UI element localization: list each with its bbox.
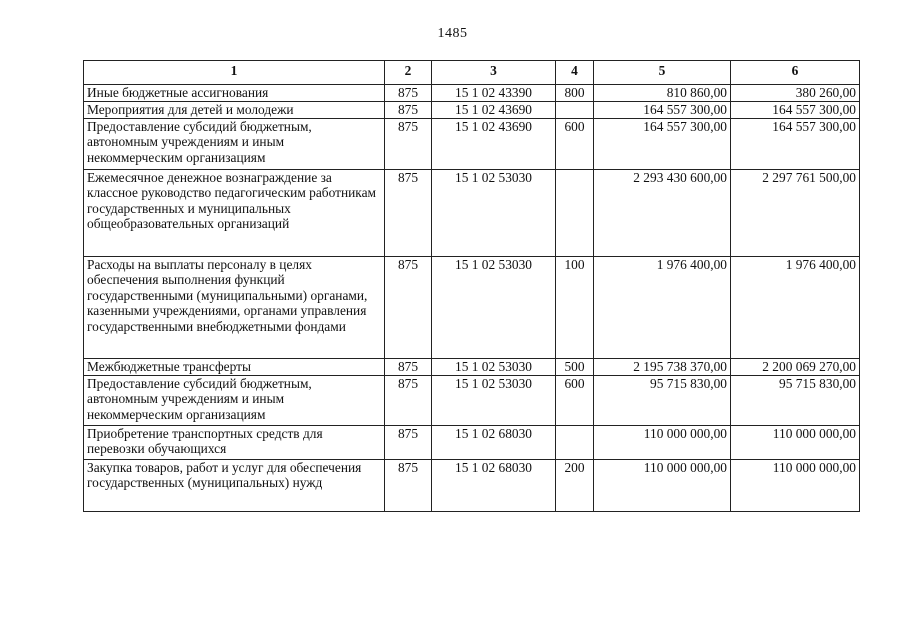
budget-table xyxy=(83,60,860,512)
target-article-code: 15 1 02 68030 xyxy=(432,460,556,512)
row-name: Приобретение транспортных средств для перевозки обучающихся xyxy=(84,426,385,460)
amount-col6: 110 000 000,00 xyxy=(731,460,860,512)
row-name: Закупка товаров, работ и услуг для обеспечения государственных (муниципальных) нужд xyxy=(84,460,385,512)
table-header-row xyxy=(84,61,860,85)
row-name: Предоставление субсидий бюджетным, автономным учреждениям и иным некоммерческим организациям xyxy=(84,376,385,426)
row-name: Мероприятия для детей и молодежи xyxy=(84,102,385,119)
amount-col6: 2 297 761 500,00 xyxy=(731,170,860,257)
department-code: 875 xyxy=(385,85,432,102)
row-name: Иные бюджетные ассигнования xyxy=(84,85,385,102)
expense-type-code xyxy=(556,426,594,460)
target-article-code: 15 1 02 68030 xyxy=(432,426,556,460)
expense-type-code: 800 xyxy=(556,85,594,102)
department-code: 875 xyxy=(385,460,432,512)
column-header: 4 xyxy=(556,61,594,85)
row-name: Ежемесячное денежное вознаграждение за классное руководство педагогическим работникам государственных и муниципальных общеобразовательных организаций xyxy=(84,170,385,257)
amount-col6: 164 557 300,00 xyxy=(731,102,860,119)
column-header: 2 xyxy=(385,61,432,85)
department-code: 875 xyxy=(385,119,432,170)
amount-col6: 380 260,00 xyxy=(731,85,860,102)
expense-type-code: 600 xyxy=(556,376,594,426)
amount-col6: 164 557 300,00 xyxy=(731,119,860,170)
amount-col5: 110 000 000,00 xyxy=(594,426,731,460)
department-code: 875 xyxy=(385,376,432,426)
column-header: 1 xyxy=(84,61,385,85)
amount-col5: 164 557 300,00 xyxy=(594,119,731,170)
amount-col5: 110 000 000,00 xyxy=(594,460,731,512)
department-code: 875 xyxy=(385,170,432,257)
table-row xyxy=(84,85,860,102)
row-name: Предоставление субсидий бюджетным, автономным учреждениям и иным некоммерческим организациям xyxy=(84,119,385,170)
amount-col5: 2 293 430 600,00 xyxy=(594,170,731,257)
target-article-code: 15 1 02 53030 xyxy=(432,376,556,426)
table-row xyxy=(84,376,860,426)
department-code: 875 xyxy=(385,257,432,359)
amount-col5: 95 715 830,00 xyxy=(594,376,731,426)
table-row xyxy=(84,426,860,460)
target-article-code: 15 1 02 53030 xyxy=(432,359,556,376)
department-code: 875 xyxy=(385,102,432,119)
expense-type-code xyxy=(556,170,594,257)
department-code: 875 xyxy=(385,426,432,460)
page-number: 1485 xyxy=(437,26,468,41)
target-article-code: 15 1 02 43690 xyxy=(432,102,556,119)
target-article-code: 15 1 02 43690 xyxy=(432,119,556,170)
table-row xyxy=(84,102,860,119)
target-article-code: 15 1 02 53030 xyxy=(432,170,556,257)
target-article-code: 15 1 02 43390 xyxy=(432,85,556,102)
amount-col5: 1 976 400,00 xyxy=(594,257,731,359)
column-header: 6 xyxy=(731,61,860,85)
table-row xyxy=(84,257,860,359)
amount-col6: 95 715 830,00 xyxy=(731,376,860,426)
expense-type-code xyxy=(556,102,594,119)
amount-col6: 1 976 400,00 xyxy=(731,257,860,359)
row-name: Расходы на выплаты персоналу в целях обеспечения выполнения функций государственными (муниципальными) органами, казенными учреждениями, органами управления государственными внебюджетными фондами xyxy=(84,257,385,359)
department-code: 875 xyxy=(385,359,432,376)
amount-col6: 110 000 000,00 xyxy=(731,426,860,460)
expense-type-code: 200 xyxy=(556,460,594,512)
table-row xyxy=(84,119,860,170)
amount-col5: 810 860,00 xyxy=(594,85,731,102)
row-name: Межбюджетные трансферты xyxy=(84,359,385,376)
amount-col5: 164 557 300,00 xyxy=(594,102,731,119)
table-row xyxy=(84,460,860,512)
amount-col5: 2 195 738 370,00 xyxy=(594,359,731,376)
table-row xyxy=(84,170,860,257)
expense-type-code: 100 xyxy=(556,257,594,359)
table-row xyxy=(84,359,860,376)
amount-col6: 2 200 069 270,00 xyxy=(731,359,860,376)
expense-type-code: 500 xyxy=(556,359,594,376)
column-header: 5 xyxy=(594,61,731,85)
target-article-code: 15 1 02 53030 xyxy=(432,257,556,359)
expense-type-code: 600 xyxy=(556,119,594,170)
column-header: 3 xyxy=(432,61,556,85)
